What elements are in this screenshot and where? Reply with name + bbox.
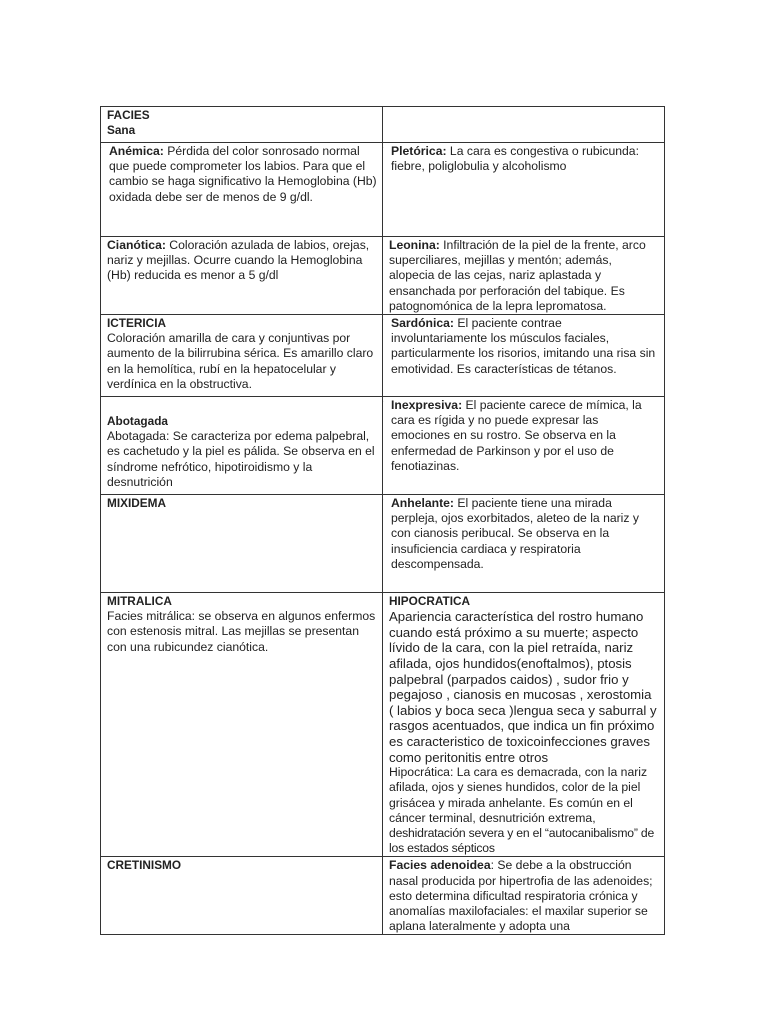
table-cell: [101, 143, 383, 237]
table-cell: [101, 315, 383, 397]
table-cell: [101, 495, 383, 593]
term-label: Anhelante:: [391, 496, 454, 511]
cell-text: Facies adenoidea: Se debe a la obstrucción nasal producida por hipertrofia de las adenoides; esto determina dificultad respiratoria crónica y anomalías maxilofaciales: el maxilar superior se aplana lateralmente y adopta una: [389, 858, 653, 934]
cell-text: deshidratación severa y en el “autocanibalismo” de los estados sépticos: [389, 825, 655, 856]
section-heading: CRETINISMO: [107, 858, 182, 873]
term-label: Facies adenoidea: [389, 858, 491, 873]
table-row: [101, 315, 665, 397]
cell-text: Coloración amarilla de cara y conjuntivas por aumento de la bilirrubina sérica. Es amarillo claro en la hemolítica, rubí en la hepatocelular y verdínica en la obstructiva.: [107, 331, 374, 391]
cell-text: • Anhelante: El paciente tiene una mirada perpleja, ojos exorbitados, aleteo de la nariz y con cianosis peribucal. Se observa en la insuficiencia cardiaca y respiratoria descompensada.: [391, 496, 639, 571]
term-label: Sardónica:: [391, 316, 454, 331]
table-cell: [101, 857, 383, 935]
cell-text: Abotagada: Se caracteriza por edema palpebral, es cachetudo y la piel es pálida. Se observa en el síndrome nefrótico, hipotiroidismo y la desnutrición: [107, 429, 375, 489]
table-cell: [383, 315, 665, 397]
table-cell: [383, 495, 665, 593]
cell-text: Facies mitrálica: se observa en algunos enfermos con estenosis mitral. Las mejillas se presentan con una rubicundez cianótica.: [107, 609, 376, 654]
section-heading: MIXIDEMA: [107, 496, 166, 511]
table-cell: [383, 237, 665, 315]
section-heading: MITRALICA: [107, 594, 172, 609]
table-row: [101, 495, 665, 593]
table-cell: [101, 593, 383, 857]
table-row: [101, 143, 665, 237]
cell-text: • Inexpresiva: El paciente carece de mímica, la cara es rígida y no puede expresar las emociones en su rostro. Se observa en la enfermedad de Parkinson y por el uso de fenotiazinas.: [391, 398, 642, 473]
cell-text: Leonina: Infiltración de la piel de la frente, arco superciliares, mejillas y mentón; además, alopecia de las cejas, nariz aplastada y ensanchada por perforación del tabique. Es patognomónica de la lepra lepromatosa.: [389, 238, 646, 313]
table-cell: [383, 143, 665, 237]
section-subheading: Sana: [107, 123, 136, 138]
table-cell: [383, 593, 665, 857]
term-label: Cianótica:: [107, 238, 166, 252]
section-heading: ICTERICIA: [107, 316, 166, 331]
section-heading: HIPOCRATICA: [389, 594, 471, 609]
table-cell: [383, 857, 665, 935]
term-label: Inexpresiva:: [391, 398, 463, 413]
table-cell: [383, 397, 665, 495]
table-row: [101, 397, 665, 495]
section-heading: Abotagada: [107, 414, 168, 429]
table-row: [101, 237, 665, 315]
cell-text: Cianótica: Coloración azulada de labios, orejas, nariz y mejillas. Ocurre cuando la Hemoglobina (Hb) reducida es menor a 5 g/dl: [107, 238, 370, 283]
term-label: Leonina:: [389, 238, 440, 252]
cell-text: Hipocrática: La cara es demacrada, con la nariz afilada, ojos y sienes hundidos, color de la piel grisácea y mirada anhelante. Es común en el cáncer terminal, desnutrición extrema,: [389, 765, 648, 825]
table-row: [101, 857, 665, 935]
table-cell: [101, 397, 383, 495]
cell-text: Apariencia característica del rostro humano cuando está próximo a su muerte; aspecto lívido de la cara, con la piel retraída, nariz afilada, ojos hundidos(enoftalmos), ptosis palpebral (parpados caidos) , sudor frio y pegajoso , cianosis en mucosas , xerostomia ( labios y boca seca )lengua seca y saburral y rasgos acentuados, que indica un fin próximo es caracteristico de toxicoinfecciones graves como peritonitis entre otros: [389, 609, 657, 765]
facies-table: [100, 106, 665, 935]
cell-text: • Sardónica: El paciente contrae involuntariamente los músculos faciales, particularmente los risorios, imitando una risa sin emotividad. Es características de tétanos.: [391, 316, 656, 376]
cell-text: • Anémica: Pérdida del color sonrosado normal que puede comprometer los labios. Para que el cambio se haga significativo la Hemoglobina (Hb) oxidada debe ser de menos de 9 g/dl.: [109, 144, 377, 204]
table-cell: [101, 237, 383, 315]
cell-text: • Pletórica: La cara es congestiva o rubicunda: fiebre, poliglobulia y alcoholismo: [391, 144, 639, 174]
section-heading: FACIES: [107, 108, 150, 122]
table-cell: [101, 107, 383, 143]
table-row: [101, 593, 665, 857]
term-label: Anémica:: [109, 144, 164, 158]
term-label: Pletórica:: [391, 144, 447, 158]
table-row: [101, 107, 665, 143]
table-cell: [383, 107, 665, 143]
